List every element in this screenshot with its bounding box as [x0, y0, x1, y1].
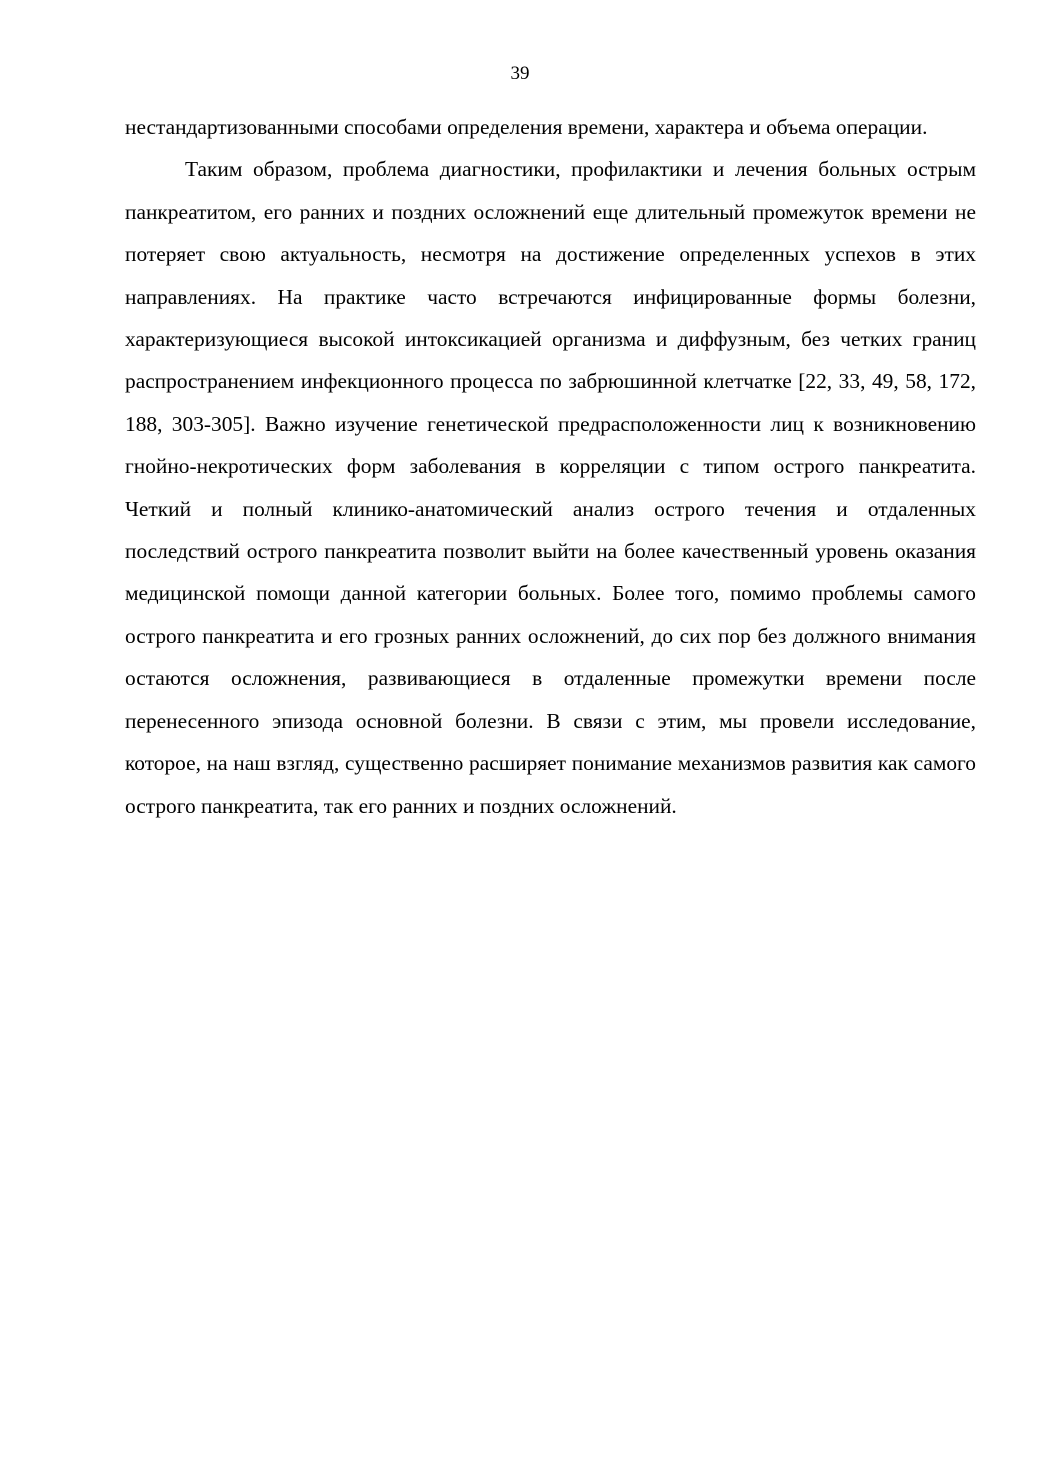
page-number: 39	[510, 63, 530, 84]
paragraph-continuation: нестандартизованными способами определения времени, характера и объема операции.	[125, 115, 928, 139]
body-text	[125, 106, 976, 827]
paragraph-conclusion: Таким образом, проблема диагностики, профилактики и лечения больных острым панкреатитом, его ранних и поздних осложнений еще длительный промежуток времени не потеряет свою актуальность, несмотря на достижение определенных успехов в этих направлениях. На практике часто встречаются инфицированные формы болезни, характеризующиеся высокой интоксикацией организма и диффузным, без четких границ распространением инфекционного процесса по забрюшинной клетчатке [22, 33, 49, 58, 172, 188, 303-305]. Важно изучение генетической предрасположенности лиц к возникновению гнойно-некротических форм заболевания в корреляции с типом острого панкреатита. Четкий и полный клинико-анатомический анализ острого течения и отдаленных последствий острого панкреатита позволит выйти на более качественный уровень оказания медицинской помощи данной категории больных. Более того, помимо проблемы самого острого панкреатита и его грозных ранних осложнений, до сих пор без должного внимания остаются осложнения, развивающиеся в отдаленные промежутки времени после перенесенного эпизода основной болезни. В связи с этим, мы провели исследование, которое, на наш взгляд, существенно расширяет понимание механизмов развития как самого острого панкреатита, так его ранних и поздних осложнений.	[125, 157, 976, 818]
